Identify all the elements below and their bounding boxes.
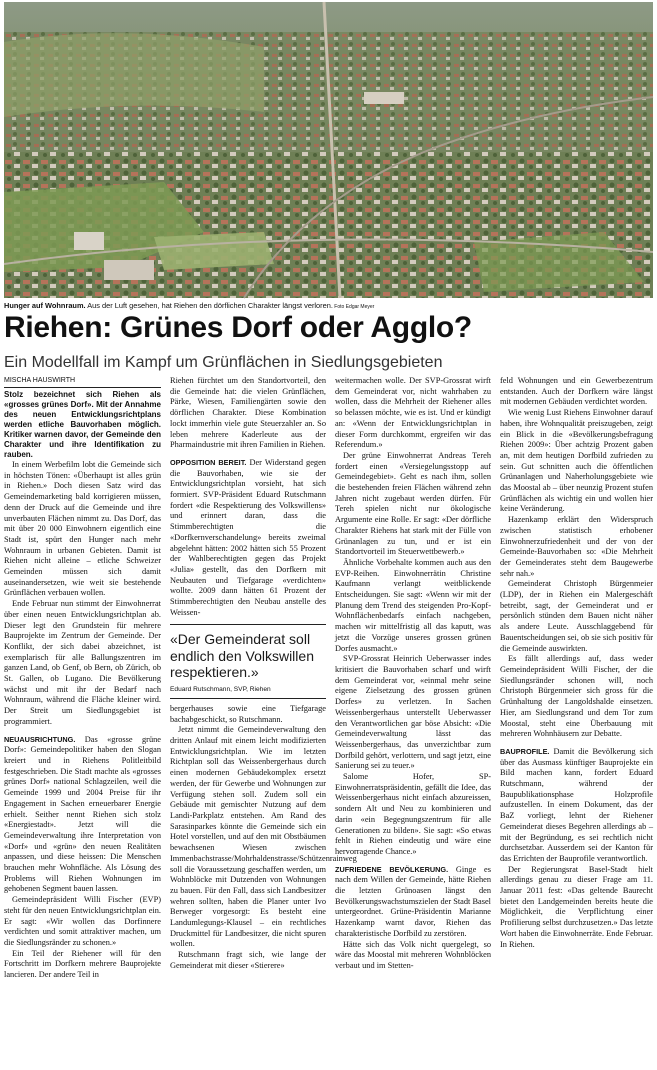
- aerial-photo: [4, 2, 653, 298]
- pull-quote-source: Eduard Rutschmann, SVP, Riehen: [170, 685, 271, 693]
- pull-quote: [170, 624, 326, 699]
- headline: Riehen: Grünes Dorf oder Agglo?: [4, 311, 472, 344]
- paragraph: Ähnliche Vorbehalte kommen auch aus den EVP-Reihen. Einwohnerrätin Christine Kaufmann verlangt weitblickende Entscheidungen. Sie sagt: «Wenn wir mit der Planung dem Trend des steigenden Pro-Kopf-Wohnflächenbedarfs einfach nachgeben, machen wir mittelfristig all das kaputt, was jetzt die Vorzüge unseres grossen grünen Dorfes ausmacht.»: [335, 557, 491, 653]
- paragraph: NEUAUSRICHTUNG. Das «grosse grüne Dorf»: Gemeindepolitiker haben den Slogan kreiert und in Riehens Politleitbild festgeschrieben. Die Stadt machte als «grosses grünes Dorf» national Schlagzeilen, weil die Gemeinde 1999 und 2004 Preise für ihr Engagement in Sachen erneuerbarer Energie erhielt. Seither nennt Riehen sich stolz «Energiestadt». Jetzt will die Gemeindeverwaltung ihre Interpretation von «Dorf» und «grün» den neuen Realitäten anpassen, und diese heissen: Die Menschen brauchen mehr Wohnfläche. Als Lösung des Problems will Riehen Wohnungen im gehobenen Segment bauen lassen.: [4, 734, 161, 894]
- paragraph: In einem Werbefilm lobt die Gemeinde sich in höchsten Tönen: «Überhaupt ist alles grün in Riehen.» Doch diesen Satz wird das Gemeindemarketing bald korrigieren müssen, denn der Druck auf die Gemeinde und ihre unverbauten Flächen nimmt zu. Das Dorf, das mit über 20 000 Einwohnern eigentlich eine Stadt ist, spürt den Hunger nach mehr Wohnraum in urbanen Gebieten. Damit ist Riehen nicht alleine – etliche Schweizer Gemeinden müssen sich damit auseinandersetzen, wie weit sie bestehende Grünflächen verbauen wollen.: [4, 460, 161, 598]
- section-marker: ZUFRIEDENE BEVÖLKERUNG.: [335, 864, 449, 874]
- paragraph: Hazenkamp erklärt den Widerspruch zwischen statistisch erhobener Einwohnerzufriedenheit und der von der Gemeinde-Bauvorhaben so: «Die Mehrheit der Gemeinderates steht dem Baugewerbe sehr nah.»: [500, 515, 653, 578]
- paragraph: Gemeindepräsident Willi Fischer (EVP) steht für den neuen Entwicklungsrichtplan ein. Er sagt: «Wir wollen das Dorfinnere verdichten und somit attraktiver machen, um die Siedlungsränder zu schonen.»: [4, 895, 161, 947]
- subheadline: Ein Modellfall im Kampf um Grünflächen in Siedlungsgebieten: [4, 354, 443, 371]
- article-column-3: [335, 376, 491, 1066]
- paragraph: bergerhauses sowie eine Tiefgarage bachabgeschickt, so Rutschmann.: [170, 703, 326, 724]
- paragraph: Ein Teil der Riehener will für den Fortschritt im Dorfkern mehrere Bauprojekte lancieren. Der andere Teil in: [4, 948, 161, 980]
- paragraph: Ende Februar nun stimmt der Einwohnerrat über einen neuen Entwicklungsrichtplan ab. Dieser legt den Grundstein für mehrere Bauprojekte im Zentrum der Gemeinde. Der Konflikt, der sich dabei abzeichnet, ist exemplarisch für alle Ballungszentren im ganzen Land, ob Genf, ob Bern, ob Zürich, ob St. Gallen, ob Lugano. Die Bevölkerung wächst und mit ihr der Bedarf nach Wohnraum, während die Fläche kleiner wird. Der Streit um Siedlungsgebiet ist programmiert.: [4, 599, 161, 726]
- paragraph: Jetzt nimmt die Gemeindeverwaltung den dritten Anlauf mit einem leicht modifizierten Entwicklungsrichtplan. Wie im letzten Richtplan soll das Weissenbergerhaus durch einen modernen Gebäudekomplex ersetzt werden, der für Gewerbe und Wohnungen zur Verfügung stehen soll. Zudem soll ein Gebäude mit gemischter Nutzung auf dem Landi-Parkplatz entstehen. Am Rand des Sarasinparkes könnte die Gemeinde sich ein Hotel vorstellen, und auf den mit Obstbäumen bewachsenen Wiesen zwischen Immenbachstrasse/Mohrhaldenstrasse/Schützenrainweg soll die Voraussetzung geschaffen werden, um Wohnblöcke mit Dutzenden von Wohnungen zu bauen. Für den Fall, dass sich Landbesitzer wehren sollten, haben die Planer unter Ivo Berweger vorgesorgt: Es besteht eine Landumlegungs-Klausel – ein rechtliches Druckmittel für Landbesitzer, die nicht spuren wollen.: [170, 725, 357, 949]
- section-marker: NEUAUSRICHTUNG.: [4, 734, 76, 744]
- aerial-photo-image: [4, 2, 653, 298]
- article-lead: Stolz bezeichnet sich Riehen als «grosses grünes Dorf». Mit der Annahme des neuen Entwicklungsrichtplans werden etliche Bauvorhaben möglich. Kritiker warnen davor, der Gemeinde den Charakter und ihre Identifikation zu rauben.: [4, 390, 161, 459]
- photo-credit: Foto Edgar Meyer: [332, 304, 375, 310]
- caption-text: Aus der Luft gesehen, hat Riehen den dörflichen Charakter längst verloren.: [85, 301, 333, 310]
- paragraph: Hätte sich das Volk nicht quergelegt, so wäre das Moostal mit mehreren Wohnblöcken verbaut und im Stetten-: [335, 939, 491, 970]
- paragraph: Rutschmann fragt sich, wie lange der Gemeinderat mit dieser «Stierere»: [170, 950, 326, 970]
- paragraph: Es fällt allerdings auf, dass weder Gemeindepräsident Willi Fischer, der die Siedlungsränder schonen will, noch Christoph Bürgenmeier sich gross für die Grünhaltung der Langoldshalde einsetzen. Hier, am Siedlungsrand und dem Tor zum Moostal, steht eine Überbauung mit mehreren Wohnhäusern zur Debatte.: [500, 654, 653, 739]
- paragraph: SVP-Grossrat Heinrich Ueberwasser indes kritisiert die Bauvorhaben scharf und wirft dem Gemeinderat vor, «einmal mehr seine eigene Zielsetzung des grossen grünen Dorfes» zu verletzen. In Sachen Weissenbergerhaus unterstellt Ueberwasser den Verantwortlichen gar böse Absicht: «Die Gemeindeverwaltung lässt das Weissenbergerhaus, das unverzichtbar zum Dorfbild gehört, verlottern, und sagt jetzt, eine Sanierung sei zu teuer.»: [335, 654, 491, 771]
- paragraph: feld Wohnungen und ein Gewerbezentrum entstanden. Auch der Dorfkern wäre längst mit modernen Gebäuden verdichtet worden.: [500, 376, 653, 407]
- paragraph: Der Regierungsrat Basel-Stadt hielt allerdings genau zu dieser Frage am 11. Januar 2011 fest: «Das geltende Baurecht bietet den Landgemeinden bereits heute die Möglichkeit, die Verpflichtung einer Profilierung selbst durchzusetzen.» Das letzte Wort haben die Einwohnerräte. Ende Februar. In Riehen.: [500, 864, 653, 949]
- section-marker: BAUPROFILE.: [500, 746, 550, 756]
- paragraph: BAUPROFILE. Damit die Bevölkerung sich über das Ausmass künftiger Bauprojekte ein Bild machen kann, fordert Eduard Rutschmann, während der Baupublikationsphase Holzprofile aufzustellen. In einem Dokument, das der BaZ vorliegt, lehnt der Riehener Gemeinderat dieses Begehren allerdings ab – mit der Begründung, es sei rechtlich nicht durchsetzbar. Ausserdem sei der Kanton für das Errichten der Bauprofile verantwortlich.: [500, 746, 653, 863]
- caption-title: Hunger auf Wohnraum.: [4, 301, 86, 310]
- section-marker: OPPOSITION BEREIT.: [170, 457, 247, 467]
- article-column-2: [170, 376, 357, 1066]
- paragraph: Der grüne Einwohnerrat Andreas Tereh fordert einen «Versiegelungsstopp auf Gemeindegebiet». Geht es nach ihm, sollen die bestehenden freien Flächen während zehn Jahren nicht zugebaut werden dürfen. Für Tereh spielen nicht nur ökologische Argumente eine Rolle. Er sagt: «Der dörfliche Charakter Riehens hat stark mit der Fülle von Grünanlagen zu tun, und er ist ein Standortvorteil im Steuerwettbewerb.»: [335, 450, 491, 557]
- paragraph: Wie wenig Lust Riehens Einwohner darauf haben, ihre Wohnqualität preiszugeben, zeigt ein Blick in die «Bevölkerungsbefragung Riehen 2009»: Über achtzig Prozent gaben an, mit dem heutigen Dorfbild zufrieden zu sein. Gut schnitten auch die öffentlichen Grünanlagen und Naherholungsgebiete wie das Moostal ab – über neunzig Prozent stufen Grünflächen als wichtig ein und wollen hier keine Veränderung.: [500, 408, 653, 514]
- paragraph: OPPOSITION BEREIT. Der Widerstand gegen die Bauvorhaben, wie sie der Entwicklungsrichtplan vorsieht, hat sich formiert. SVP-Präsident Eduard Rutschmann fordert «die Respektierung des Volkswillens» und erinnert daran, dass die Stimmberechtigten die «Dorfkernverschandelung» bereits zweimal abgelehnt hätten: 2002 hätten sich 55 Prozent der Wahlberechtigten gegen das Projekt «Julia» gestellt, das den Dorfkern mit Neubauten und Tiefgarage «verdichten» wollte. 2009 dann hätten 61 Prozent der Stimmberechtigten den Neubau anstelle des Weissen-: [170, 457, 326, 617]
- paragraph: Gemeinderat Christoph Bürgenmeier (LDP), der in Riehen ein Malergeschäft betreibt, sagt, der Gemeinderat und er persönlich stünden dem Bauen nicht näher als andere Leute. Ausschlaggebend für Bauentscheidungen sei, ob sie sich positiv für die Gemeinde auswirkten.: [500, 579, 653, 653]
- pull-quote-text: «Der Gemeinderat soll endlich den Volkswillen respektieren.»: [170, 631, 314, 681]
- article-column-1: [4, 376, 161, 1066]
- article-column-4: [500, 376, 653, 1066]
- author-byline: MISCHA HAUSWIRTH: [4, 376, 161, 388]
- paragraph: Riehen fürchtet um den Standortvorteil, den die Gemeinde hat: die vielen Grünflächen, Pärke, Wiesen, Familiengärten sowie den dörflichen Charakter. Diese Kombination lockt immerhin viele gute Steuerzahler an. So leben mehrere Kaderleute aus der Pharmaindustrie mit ihren Familien in Riehen.: [170, 376, 326, 450]
- paragraph: Salome Hofer, SP-Einwohnerratspräsidentin, gefällt die Idee, das Weissenbergerhaus nicht einfach abzureissen, sondern Alt und Neu zu kombinieren und darin «ein Begegnungszentrum für alle Generationen zu bilden». Sie sagt: «So etwas fehlt in Riehen eindeutig und wäre eine hervorragende Chance.»: [335, 772, 491, 856]
- paragraph: weitermachen wolle. Der SVP-Grossrat wirft dem Gemeinderat vor, nicht wahrhaben zu wollen, dass die Mehrheit der Riehener alles so belassen möchte, wie es ist. Und er kündigt an: «Wenn der Entwicklungsrichtplan in dieser Form durchkommt, ergreifen wir das Referendum.»: [335, 376, 491, 450]
- paragraph: ZUFRIEDENE BEVÖLKERUNG. Ginge es nach dem Willen der Gemeinde, hätte Riehen die letzten Grünoasen längst den Bevölkerungswachstumszielen der Stadt Basel untergeordnet. Grüne-Präsidentin Marianne Hazenkamp warnt davor, Riehen das charakteristische Dorfbild zu zerstören.: [335, 864, 492, 938]
